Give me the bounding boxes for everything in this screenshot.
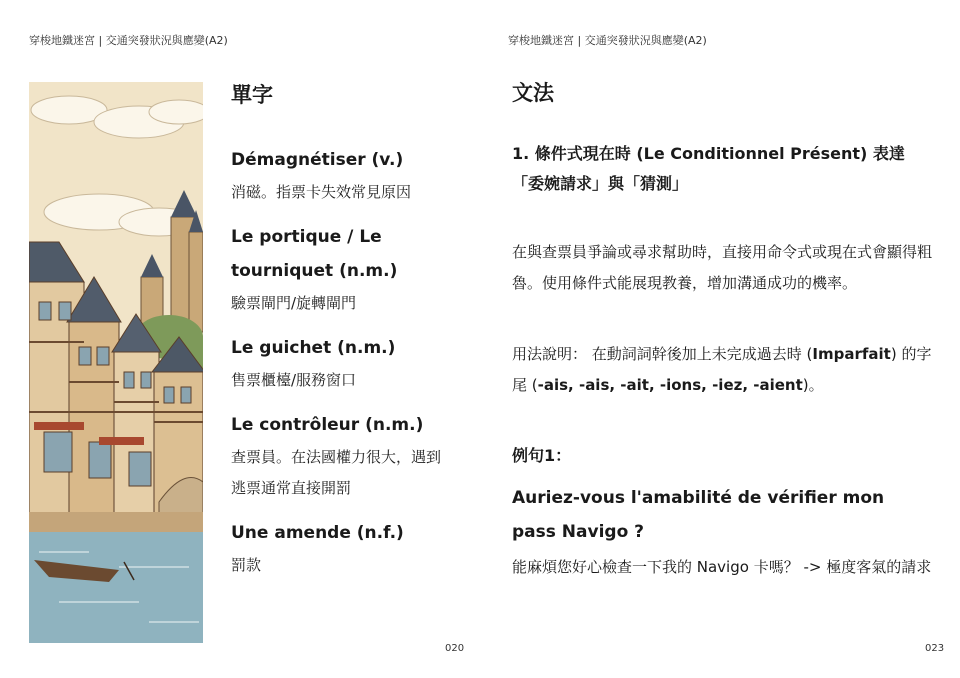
vocabulary-section xyxy=(231,80,451,593)
example-french: Auriez-vous l'amabilité de vérifier mon pass Navigo ? xyxy=(512,488,885,542)
vocab-term: Le guichet (n.m.) xyxy=(231,338,396,358)
grammar-paragraph: 在與查票員爭論或尋求幫助時，直接用命令式或現在式會顯得粗魯。使用條件式能展現教養，增加溝通成功的機率。 xyxy=(512,243,933,292)
vocab-definition: 驗票閘門/旋轉閘門 xyxy=(231,294,357,312)
example-translation: 能麻煩您好心檢查一下我的 Navigo 卡嗎？ -> 極度客氣的請求 xyxy=(512,558,932,576)
vocab-definition: 罰款 xyxy=(231,556,262,574)
page-number: 023 xyxy=(925,643,945,654)
vocab-definition: 售票櫃檯/服務窗口 xyxy=(231,371,357,389)
vocab-term: Une amende (n.f.) xyxy=(231,523,404,543)
grammar-heading: 1. 條件式現在時 (Le Conditionnel Présent) 表達「委婉請求」與「猜測」 xyxy=(512,144,905,193)
section-title: 單字 xyxy=(231,83,273,107)
town-illustration xyxy=(29,82,203,643)
usage-term: Imparfait xyxy=(812,345,891,363)
vocab-definition: 消磁。指票卡失效常見原因 xyxy=(231,183,412,201)
usage-endings: -ais, -ais, -ait, -ions, -iez, -aient xyxy=(537,376,803,394)
example-label: 例句1： xyxy=(512,446,572,465)
section-title: 文法 xyxy=(512,81,554,105)
town-illustration-art xyxy=(29,82,203,643)
running-head: 穿梭地鐵迷宮 | 交通突發狀況與應變(A2) xyxy=(29,34,228,47)
vocab-term: Démagnétiser (v.) xyxy=(231,150,404,170)
vocab-definition: 查票員。在法國權力很大，遇到逃票通常直接開罰 xyxy=(231,448,442,497)
right-page xyxy=(480,0,960,678)
vocab-term: Le contrôleur (n.m.) xyxy=(231,415,424,435)
usage-prefix: 用法說明： 在動詞詞幹後加上未完成過去時 ( xyxy=(512,345,813,363)
usage-suffix: )。 xyxy=(802,376,824,394)
vocab-term: Le portique / Le tourniquet (n.m.) xyxy=(231,227,398,281)
page-number: 020 xyxy=(445,643,465,654)
usage-mid: ) 的字尾 ( xyxy=(512,345,932,394)
running-head: 穿梭地鐵迷宮 | 交通突發狀況與應變(A2) xyxy=(508,34,707,47)
grammar-section xyxy=(512,78,932,582)
usage-explanation xyxy=(512,339,932,401)
